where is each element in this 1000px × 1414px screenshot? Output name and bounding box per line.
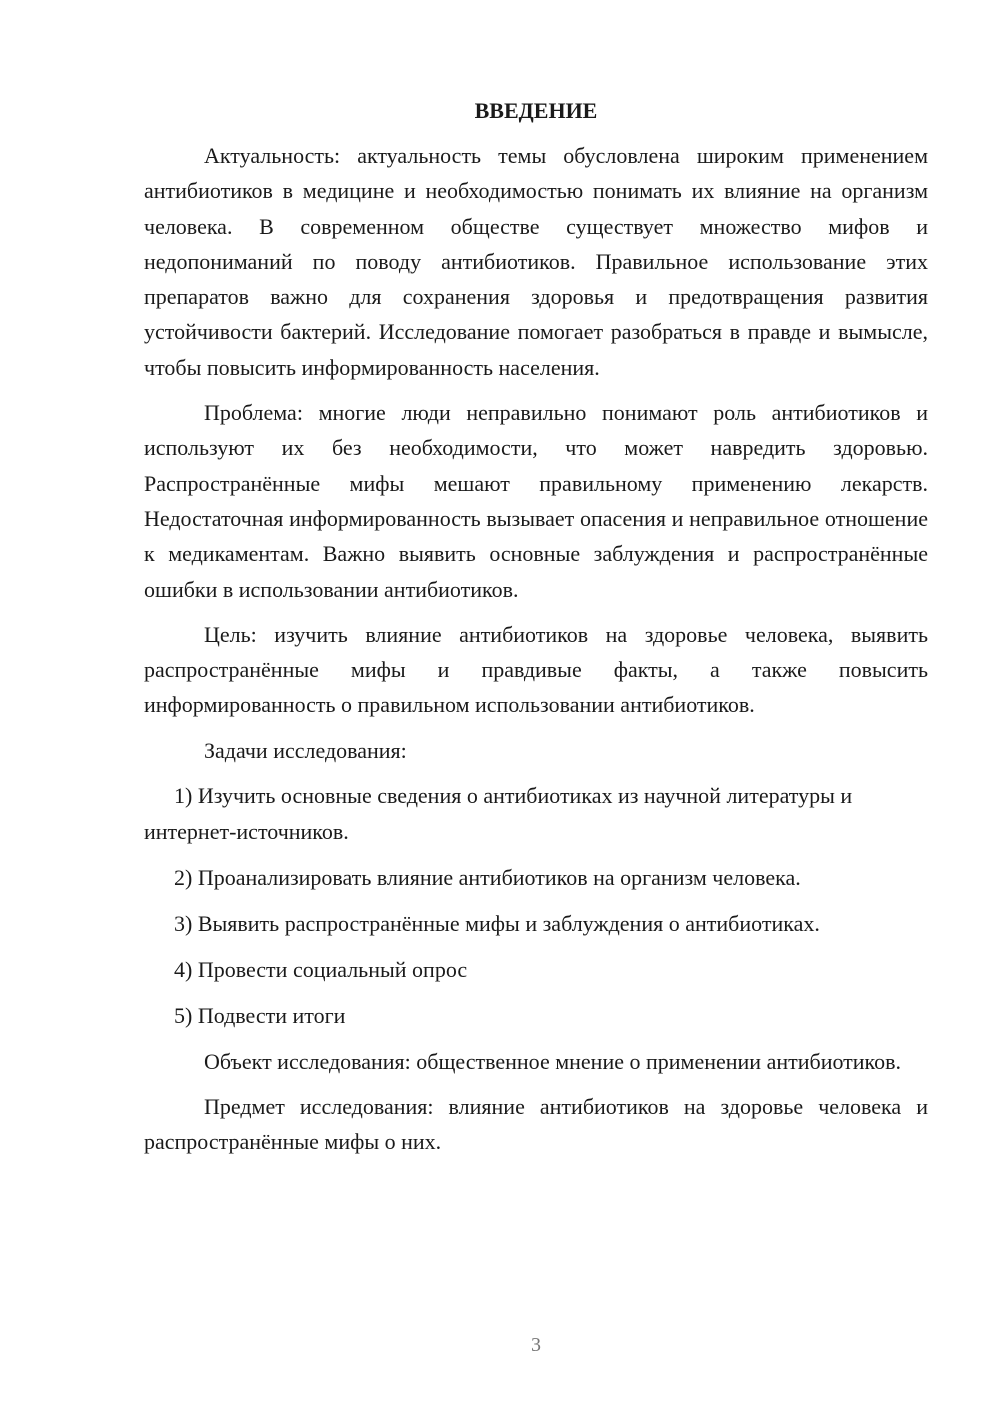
relevance-paragraph: Актуальность: актуальность темы обусловлена широким применением антибиотиков в медицине и необходимостью понимать их влияние на организм человека. В современном обществе существует множество мифов и недопониманий по поводу антибиотиков. Правильное использование этих препаратов важно для сохранения здоровья и предотвращения развития устойчивости бактерий. Исследование помогает разобраться в правде и вымысле, чтобы повысить информированность населения. [144,143,928,380]
task-item-4: 4) Провести социальный опрос [174,956,468,982]
subject-paragraph: Предмет исследования: влияние антибиотиков на здоровье человека и распространённые мифы о них. [144,1094,928,1155]
task-item-2: 2) Проанализировать влияние антибиотиков на организм человека. [174,864,801,890]
page-number: 3 [531,1334,541,1356]
tasks-heading: Задачи исследования: [204,737,407,763]
section-title: ВВЕДЕНИЕ [474,98,598,123]
task-item-1: 1) Изучить основные сведения о антибиотиках из научной литературы и интернет-источников. [144,782,853,844]
task-item-5: 5) Подвести итоги [174,1002,346,1028]
goal-paragraph: Цель: изучить влияние антибиотиков на здоровье человека, выявить распространённые мифы и правдивые факты, а также повысить информированность о правильном использовании антибиотиков. [144,621,928,718]
problem-paragraph: Проблема: многие люди неправильно понимают роль антибиотиков и используют их без необходимости, что может навредить здоровью. Распространённые мифы мешают правильному применению лекарств. Недостаточная информированность вызывает опасения и неправильное отношение к медикаментам. Важно выявить основные заблуждения и распространённые ошибки в использовании антибиотиков. [144,400,928,602]
task-item-3: 3) Выявить распространённые мифы и заблуждения о антибиотиках. [174,910,820,936]
object-paragraph: Объект исследования: общественное мнение о применении антибиотиков. [204,1048,902,1074]
page-content [144,96,928,1170]
